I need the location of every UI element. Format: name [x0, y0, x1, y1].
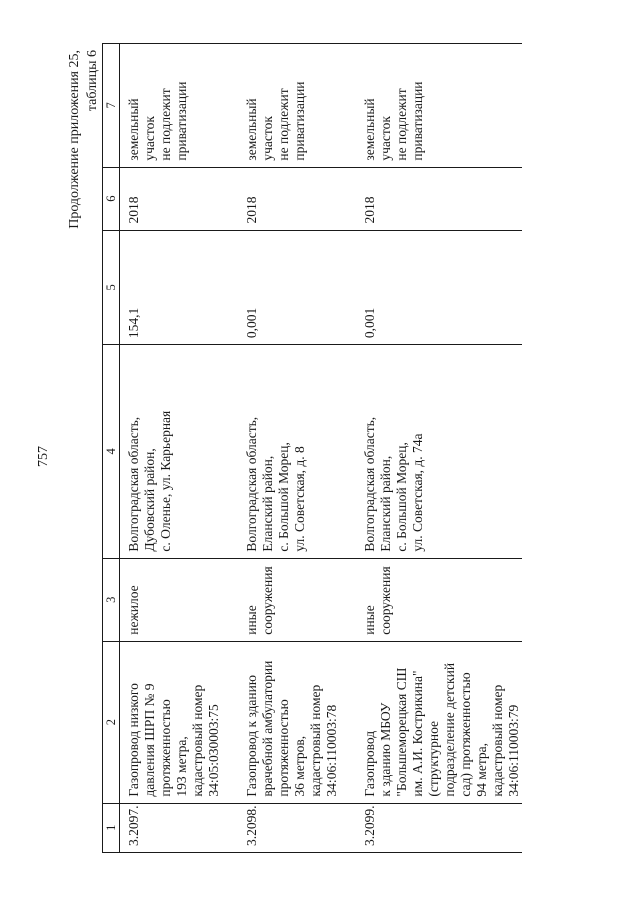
row-number: 3.2097. — [120, 803, 239, 852]
object-address: Волгоградская область, Еланский район, с. Большой Морец, ул. Советская, д. 74а — [356, 345, 522, 558]
page-number: 757 — [36, 446, 51, 467]
object-value: 0,001 — [238, 230, 356, 345]
object-name: Газопровод низкого давления ШРП № 9 протяженностью 193 метра, кадастровый номер 34:05:030003:75 — [120, 641, 239, 803]
object-note: земельный участок не подлежит приватизации — [238, 44, 356, 168]
caption-line-2: таблицы 6 — [85, 50, 100, 112]
object-year: 2018 — [238, 167, 356, 230]
table-row — [238, 44, 356, 853]
table-row — [120, 44, 239, 853]
column-header: 6 — [103, 167, 120, 230]
object-type: нежилое — [120, 558, 239, 641]
column-header: 1 — [103, 803, 120, 852]
object-value: 0,001 — [356, 230, 522, 345]
object-note: земельный участок не подлежит приватизации — [356, 44, 522, 168]
caption-line-1: Продолжение приложения 25, — [67, 50, 82, 229]
object-name: Газопровод к зданию МБОУ "Большеморецкая СШ им. А.И. Кострикина" (структурное подразделение детский сад) протяженностью 94 метра, кадастровый номер 34:06:110003:79 — [356, 641, 522, 803]
object-year: 2018 — [356, 167, 522, 230]
column-header: 7 — [103, 44, 120, 168]
column-header: 4 — [103, 345, 120, 558]
object-address: Волгоградская область, Дубовский район, с. Оленье, ул. Карьерная — [120, 345, 239, 558]
column-header: 5 — [103, 230, 120, 345]
table-row — [356, 44, 522, 853]
object-note: земельный участок не подлежит приватизации — [120, 44, 239, 168]
row-number: 3.2099. — [356, 803, 522, 852]
object-name: Газопровод к зданию врачебной амбулатории протяженностью 36 метров, кадастровый номер 34:06:110003:78 — [238, 641, 356, 803]
object-type: иные сооружения — [356, 558, 522, 641]
column-header: 2 — [103, 641, 120, 803]
column-header: 3 — [103, 558, 120, 641]
table-header — [103, 44, 120, 853]
row-number: 3.2098. — [238, 803, 356, 852]
object-address: Волгоградская область, Еланский район, с. Большой Морец, ул. Советская, д. 8 — [238, 345, 356, 558]
object-year: 2018 — [120, 167, 239, 230]
object-type: иные сооружения — [238, 558, 356, 641]
table-caption — [66, 50, 102, 229]
object-value: 154,1 — [120, 230, 239, 345]
property-table — [102, 43, 522, 853]
